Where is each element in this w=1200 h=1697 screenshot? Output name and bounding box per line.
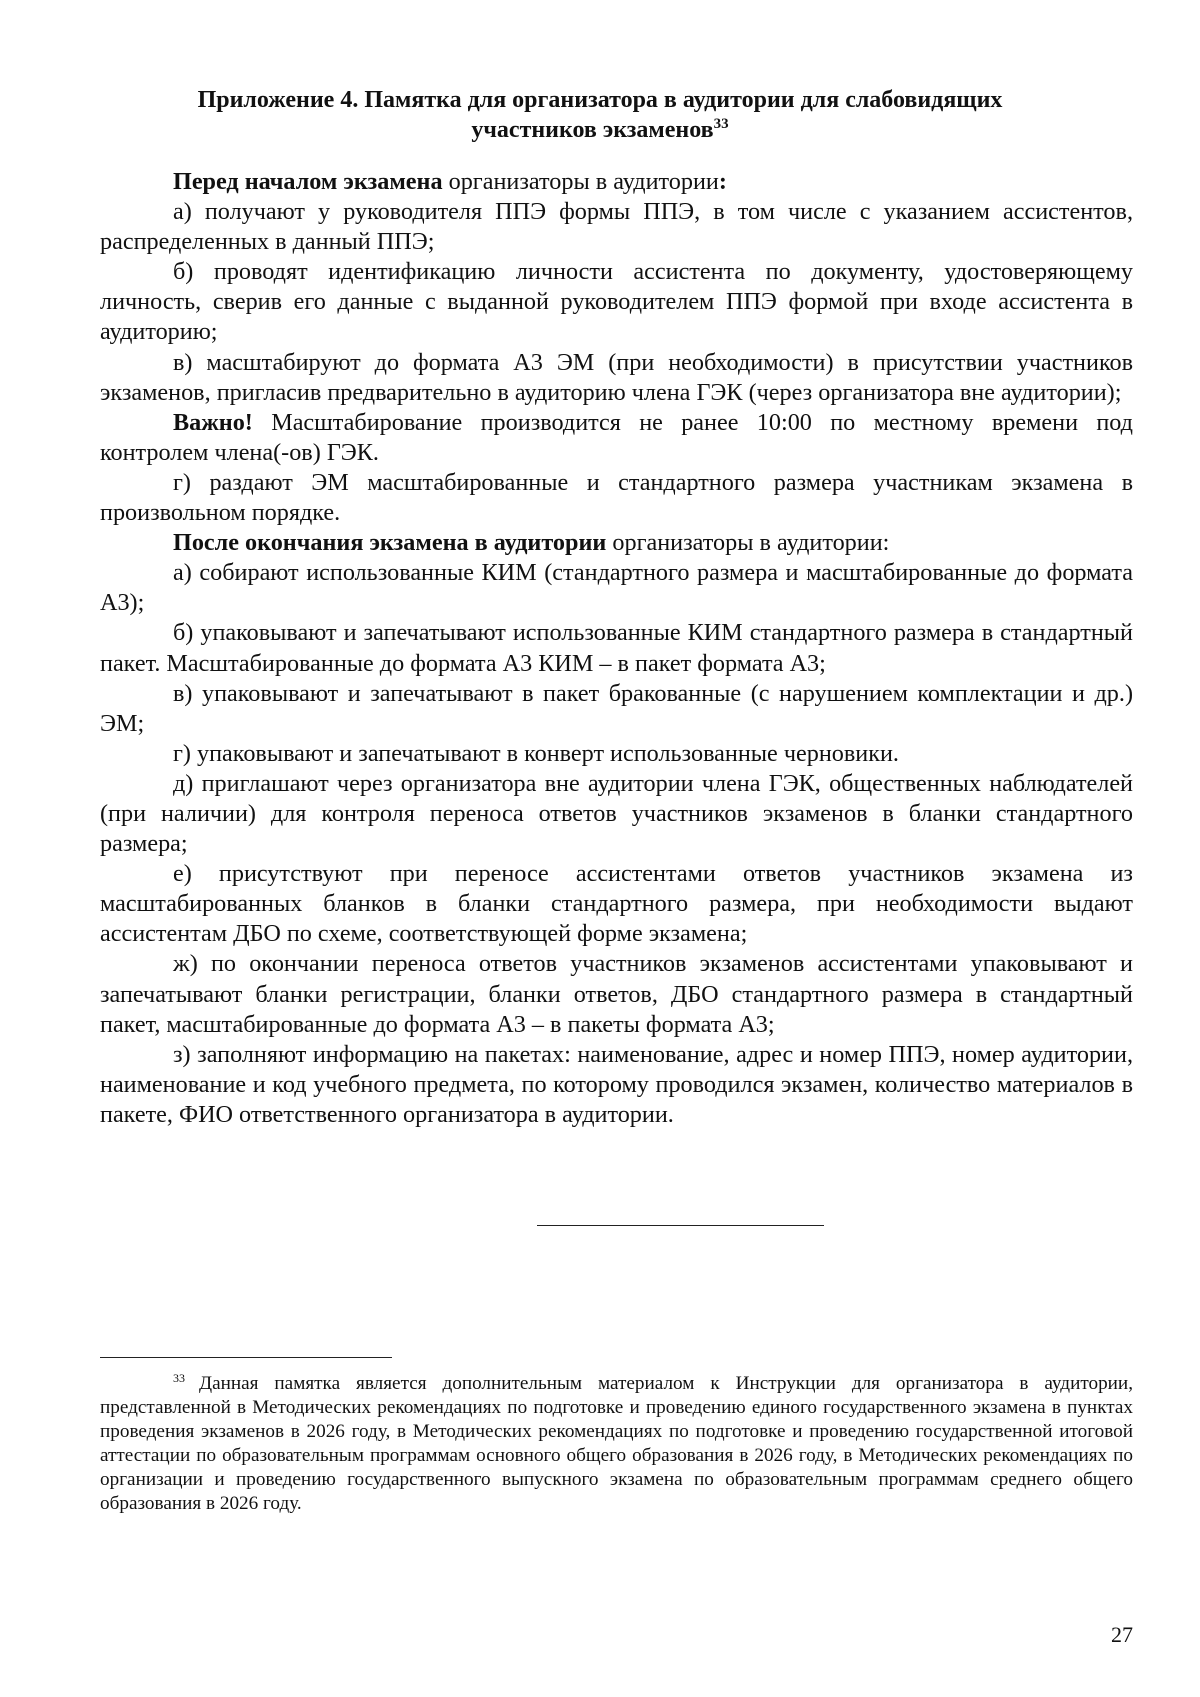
title-line-1: Приложение 4. Памятка для организатора в аудитории для слабовидящих (197, 87, 1003, 113)
footnote-paragraph (100, 1372, 1133, 1515)
after-exam-item-d: д) приглашают через организатора вне аудитории члена ГЭК, общественных наблюдателей (при наличии) для контроля переноса ответов участников экзаменов в бланки стандартного размера; (100, 769, 1133, 858)
before-exam-heading-rest: организаторы в аудитории (442, 168, 719, 195)
title-footnote-ref[interactable]: 33 (713, 116, 729, 132)
title-line-2 (100, 115, 1100, 145)
after-exam-item-g: г) упаковывают и запечатывают в конверт использованные черновики. (173, 739, 899, 767)
after-exam-item-z: з) заполняют информацию на пакетах: наименование, адрес и номер ППЭ, номер аудитории, наименование и код учебного предмета, по которому проводился экзамен, количество материалов в пакете, ФИО ответственного организатора в аудитории. (100, 1040, 1133, 1128)
important-note (100, 408, 1133, 468)
before-exam-item-a: а) получают у руководителя ППЭ формы ППЭ, в том числе с указанием ассистентов, распределенных в данный ППЭ; (100, 198, 1133, 256)
after-exam-item-v: в) упаковывают и запечатывают в пакет бракованные (с нарушением комплектации и др.) ЭМ; (100, 679, 1133, 737)
before-exam-item-g: г) раздают ЭМ масштабированные и стандартного размера участникам экзамена в произвольном порядке. (100, 468, 1133, 527)
after-exam-heading-rest: организаторы в аудитории: (606, 529, 890, 557)
before-exam-heading-colon: : (718, 168, 727, 195)
before-exam-heading (100, 167, 1133, 197)
footnote-number: 33 (173, 1370, 185, 1385)
title-line-2-text: участников экзаменов (471, 117, 714, 143)
before-exam-item-b: б) проводят идентификацию личности ассистента по документу, удостоверяющему личность, сверив его данные с выданной руководителем ППЭ формой при входе ассистента в аудиторию; (100, 258, 1133, 346)
section-end-divider (537, 1225, 824, 1226)
footnote-divider (100, 1357, 392, 1358)
important-note-bold: Важно! (173, 408, 253, 436)
document-body (100, 167, 1133, 1130)
important-note-text: Масштабирование производится не ранее 10:00 по местному времени под контролем члена(-ов) ГЭК. (100, 408, 1133, 466)
before-exam-heading-bold: Перед началом экзамена (173, 168, 443, 195)
after-exam-heading-bold: После окончания экзамена в аудитории (173, 529, 607, 557)
after-exam-heading (100, 528, 1133, 558)
after-exam-item-a: а) собирают использованные КИМ (стандартного размера и масштабированные до формата А3); (100, 559, 1133, 617)
appendix-title (100, 85, 1100, 145)
before-exam-item-v: в) масштабируют до формата А3 ЭМ (при необходимости) в присутствии участников экзаменов, пригласив предварительно в аудиторию члена ГЭК (через организатора вне аудитории); (100, 348, 1133, 406)
page-number: 27 (1111, 1622, 1133, 1647)
footnote-text: Данная памятка является дополнительным материалом к Инструкции для организатора в аудитории, представленной в Методических рекомендациях по подготовке и проведению единого государственного экзамена в пунктах проведения экзаменов в 2026 году, в Методических рекомендациях по подготовке и проведению государственной итоговой аттестации по образовательным программам основного общего образования в 2026 году, в Методических рекомендациях по организации и проведению государственного выпускного экзамена по образовательным программам среднего общего образования в 2026 году. (100, 1373, 1133, 1514)
after-exam-item-b: б) упаковывают и запечатывают использованные КИМ стандартного размера в стандартный пакет. Масштабированные до формата А3 КИМ – в пакет формата А3; (100, 619, 1133, 677)
after-exam-item-e: е) присутствуют при переносе ассистентами ответов участников экзамена из масштабированных бланков в бланки стандартного размера, при необходимости выдают ассистентам ДБО по схеме, соответствующей форме экзамена; (100, 860, 1133, 948)
footnote (100, 1372, 1133, 1515)
after-exam-item-zh: ж) по окончании переноса ответов участников экзаменов ассистентами упаковывают и запечатывают бланки регистрации, бланки ответов, ДБО стандартного размера в стандартный пакет, масштабированные до формата А3 – в пакеты формата А3; (100, 950, 1133, 1038)
